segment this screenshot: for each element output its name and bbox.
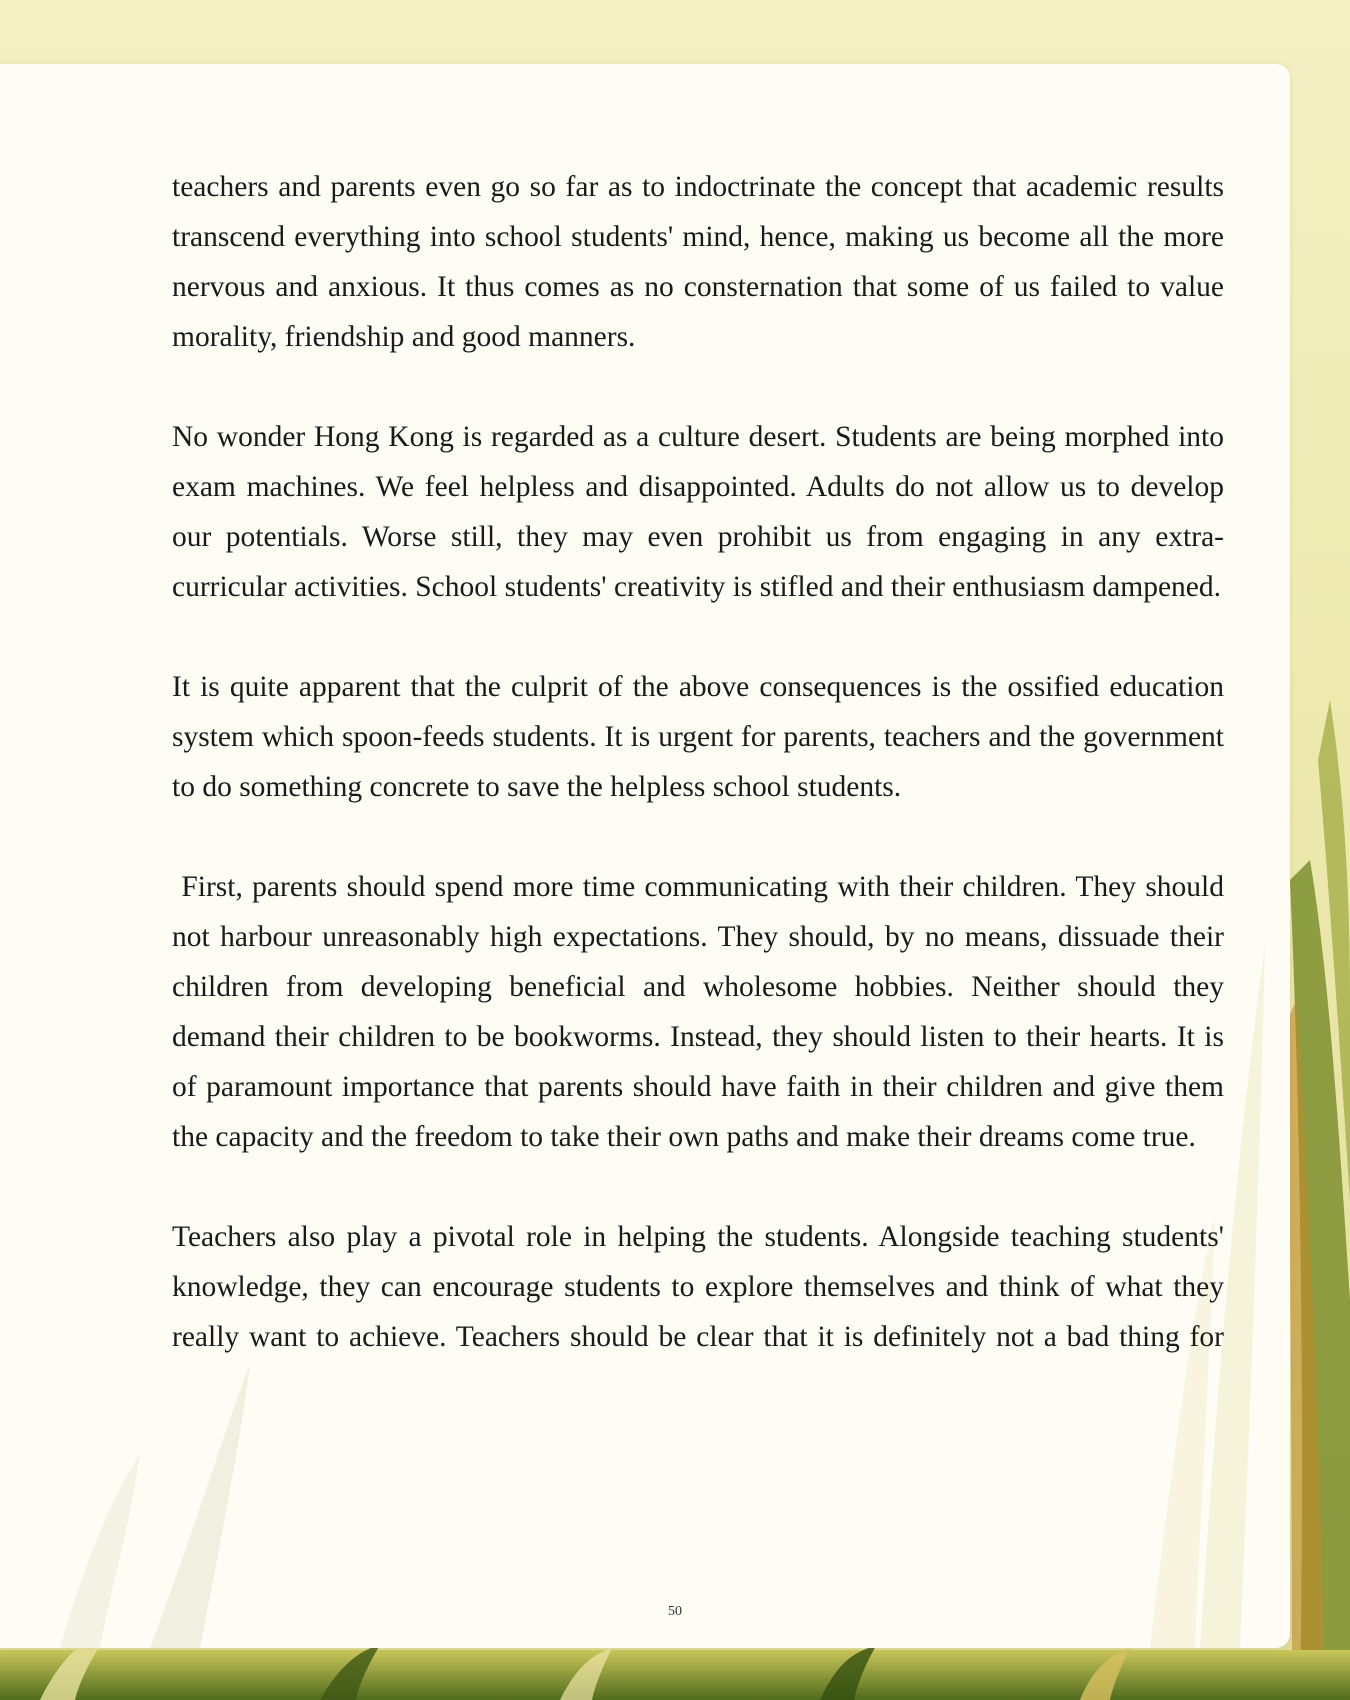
article-body [172, 162, 1232, 1412]
page-number: 50 [668, 1604, 682, 1619]
paragraph: No wonder Hong Kong is regarded as a culture desert. Students are being morphed into exam machines. We feel helpless and disappointed. Adults do not allow us to develop our potentials. Worse still, they may even prohibit us from engaging in any extra-curricular activities. School students' creativity is stifled and their enthusiasm dampened. [172, 421, 1224, 603]
paragraph: Teachers also play a pivotal role in helping the students. Alongside teaching students' knowledge, they can encourage students to explore themselves and think of what they really want to achieve. Teachers should be clear that it is definitely not a bad thing for [172, 1221, 1224, 1353]
paragraph: teachers and parents even go so far as to indoctrinate the concept that academic results transcend everything into school students' mind, hence, making us become all the more nervous and anxious. It thus comes as no consternation that some of us failed to value morality, friendship and good manners. [172, 171, 1224, 353]
paragraph: First, parents should spend more time communicating with their children. They should not harbour unreasonably high expectations. They should, by no means, dissuade their children from developing beneficial and wholesome hobbies. Neither should they demand their children to be bookworms. Instead, they should listen to their hearts. It is of paramount importance that parents should have faith in their children and give them the capacity and the freedom to take their own paths and make their dreams come true. [172, 871, 1232, 1153]
page-panel [0, 64, 1290, 1648]
paragraph: It is quite apparent that the culprit of the above consequences is the ossified education system which spoon-feeds students. It is urgent for parents, teachers and the government to do something concrete to save the helpless school students. [172, 671, 1224, 803]
